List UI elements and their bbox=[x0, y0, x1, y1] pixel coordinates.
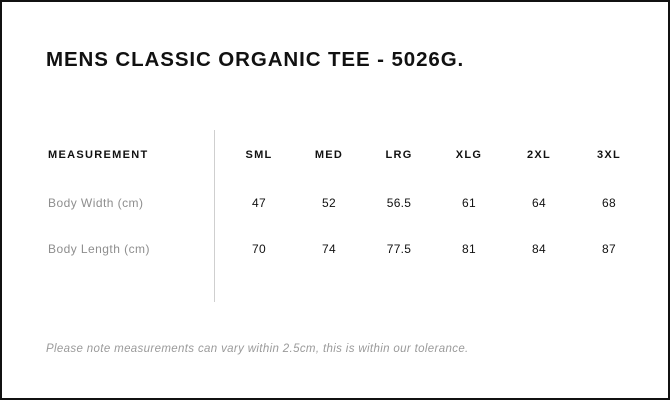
row-label-body-width: Body Width (cm) bbox=[48, 196, 144, 210]
cell-body-length-3xl: 87 bbox=[602, 242, 616, 256]
table-body bbox=[46, 180, 644, 272]
column-header-lrg: LRG bbox=[385, 149, 413, 161]
cell-body-length-2xl: 84 bbox=[532, 242, 546, 256]
column-header-med: MED bbox=[314, 149, 344, 161]
row-label-body-length: Body Length (cm) bbox=[48, 242, 150, 256]
size-table bbox=[46, 130, 644, 272]
cell-body-length-sml: 70 bbox=[252, 242, 266, 256]
table-row bbox=[46, 180, 644, 226]
size-table-wrapper bbox=[46, 130, 644, 272]
cell-body-width-xlg: 61 bbox=[462, 196, 476, 210]
cell-body-length-xlg: 81 bbox=[462, 242, 476, 256]
column-header-xlg: XLG bbox=[455, 149, 483, 161]
table-header bbox=[46, 130, 644, 180]
table-row bbox=[46, 226, 644, 272]
cell-body-width-sml: 47 bbox=[252, 196, 266, 210]
cell-body-length-lrg: 77.5 bbox=[386, 242, 412, 256]
column-header-measurement: MEASUREMENT bbox=[48, 149, 149, 161]
column-header-2xl: 2XL bbox=[526, 149, 552, 161]
cell-body-width-med: 52 bbox=[322, 196, 336, 210]
column-header-3xl: 3XL bbox=[596, 149, 622, 161]
cell-body-length-med: 74 bbox=[322, 242, 336, 256]
cell-body-width-2xl: 64 bbox=[532, 196, 546, 210]
cell-body-width-3xl: 68 bbox=[602, 196, 616, 210]
table-header-row bbox=[46, 130, 644, 180]
content-area bbox=[46, 2, 640, 398]
tolerance-note: Please note measurements can vary within 2.5cm, this is within our tolerance. bbox=[46, 343, 469, 355]
column-header-sml: SML bbox=[245, 149, 273, 161]
page-title: MENS CLASSIC ORGANIC TEE - 5026G. bbox=[46, 48, 465, 71]
cell-body-width-lrg: 56.5 bbox=[386, 196, 412, 210]
